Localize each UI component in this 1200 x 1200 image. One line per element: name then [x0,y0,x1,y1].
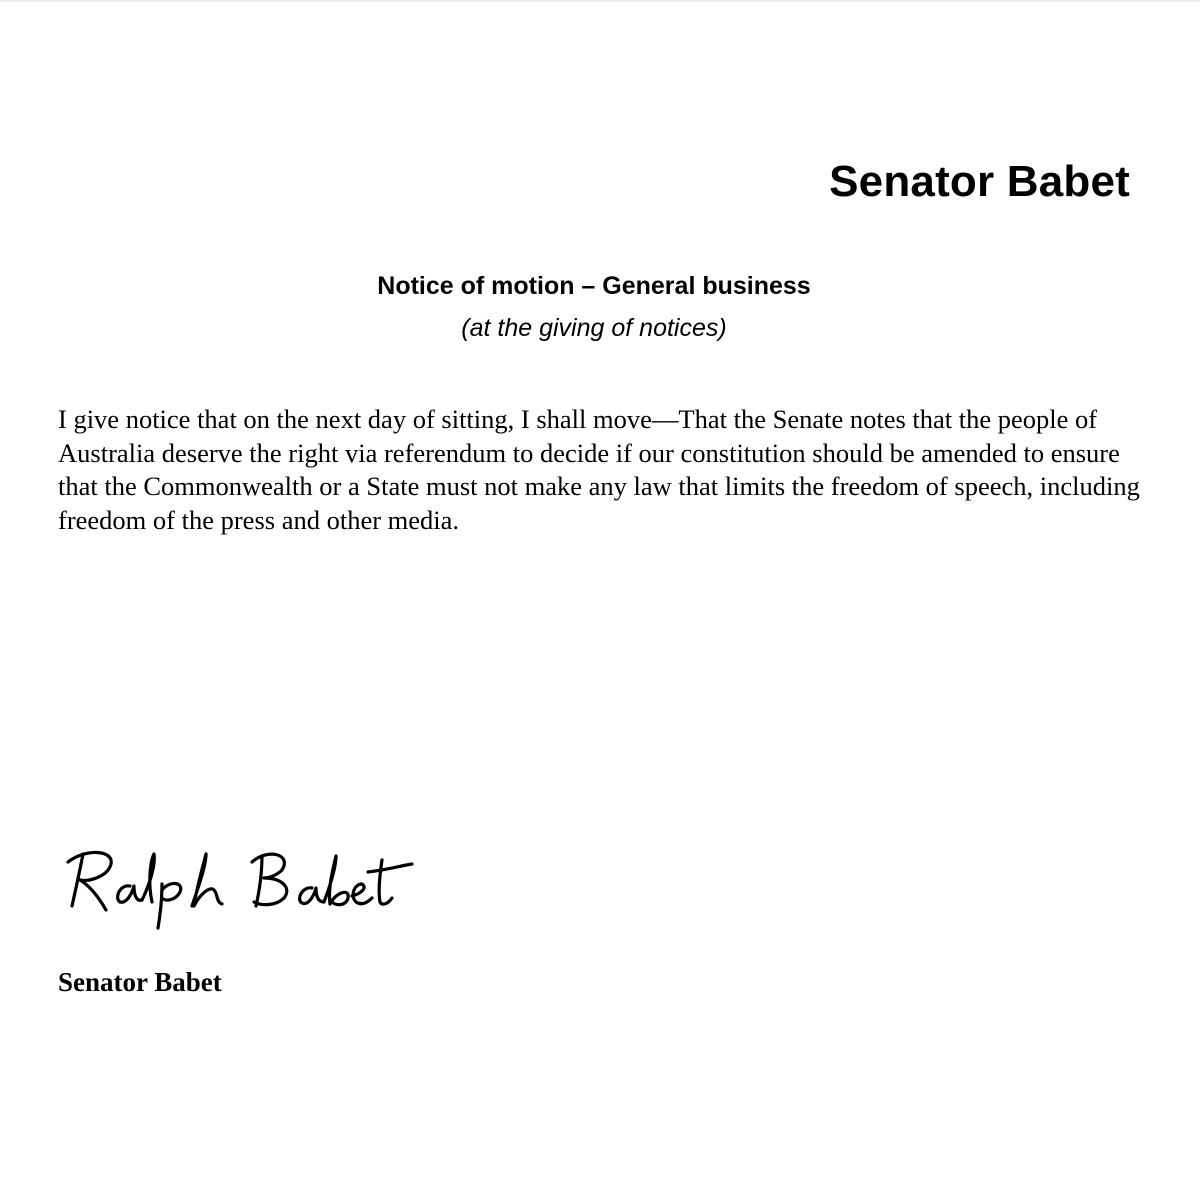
signer-name: Senator Babet [58,967,222,997]
notice-heading: Notice of motion – General business [377,272,811,300]
handwritten-signature [56,840,416,930]
header-senator-name: Senator Babet [829,157,1130,206]
notice-subheading: (at the giving of notices) [461,314,727,342]
motion-text: I give notice that on the next day of sitting, I shall move—That the Senate notes that the people of Australia deserve the right via referendum to decide if our constitution should be amended to ensure that the Commonwealth or a State must not make any law that limits the freedom of speech, including freedom of the press and other media. [58,404,1140,535]
